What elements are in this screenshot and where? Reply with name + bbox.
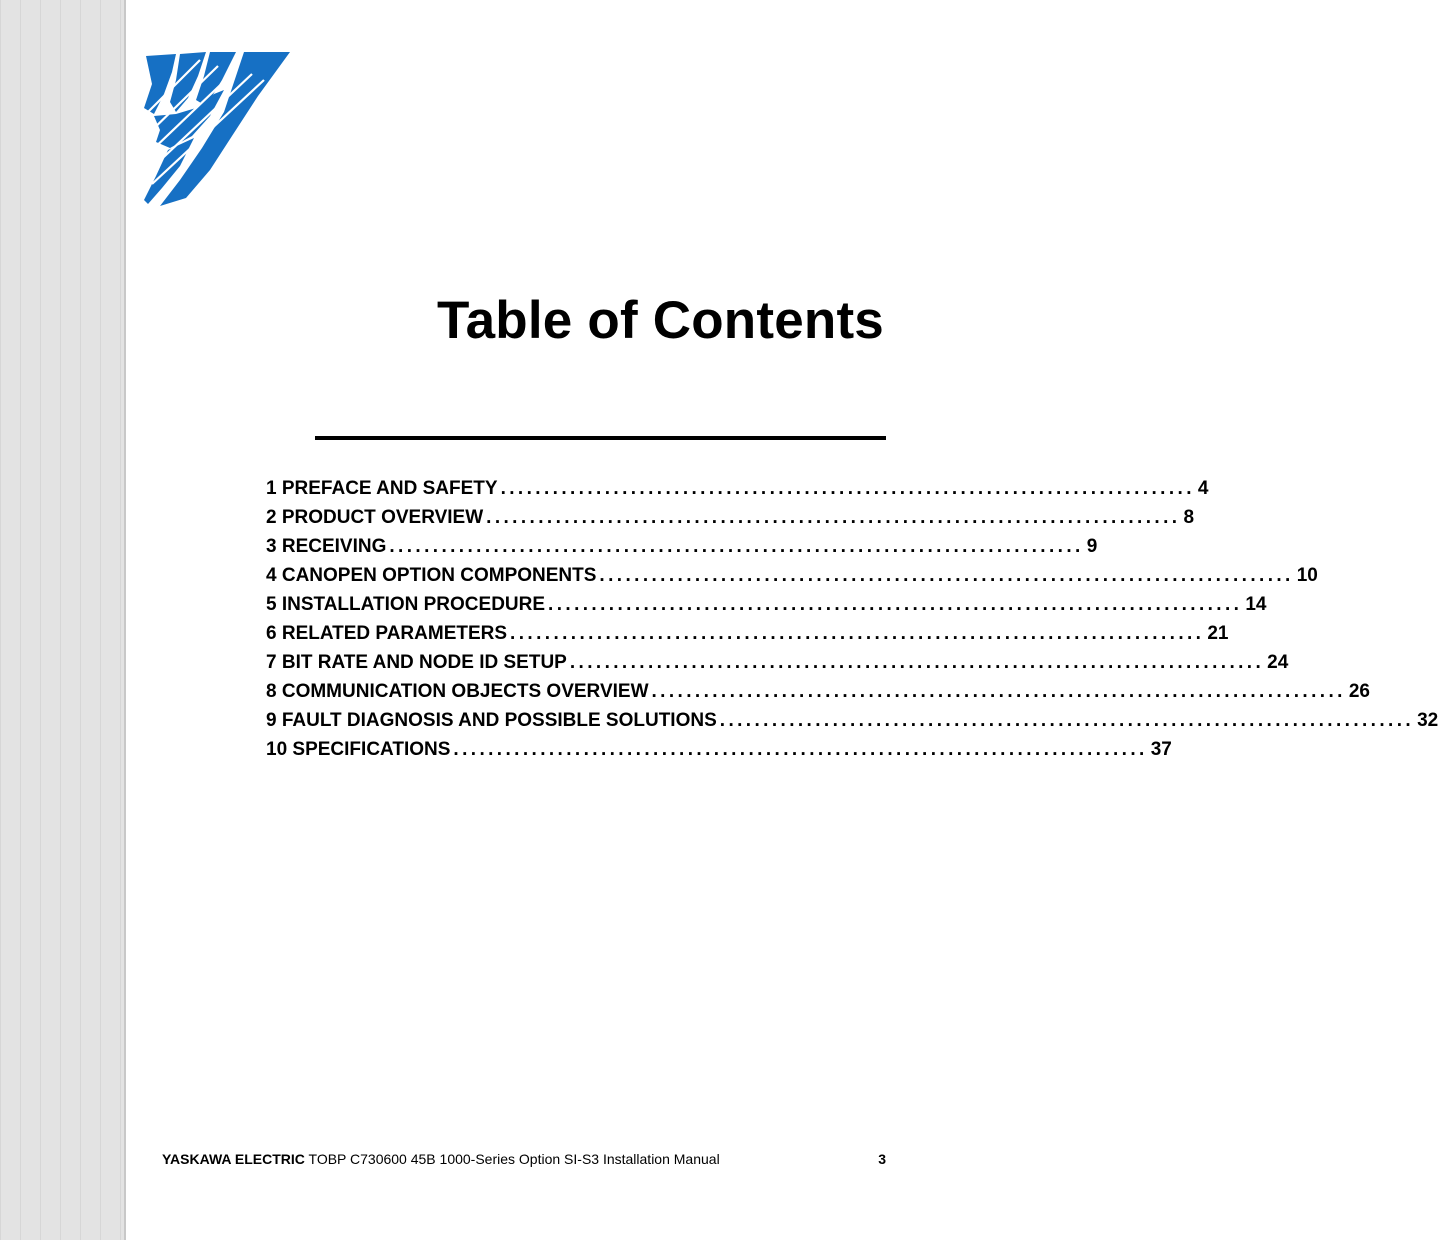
footer-page-number: 3 [878,1151,886,1167]
toc-entry-page: 21 [1207,623,1229,644]
page-title: Table of Contents [436,291,884,350]
footer-company: YASKAWA ELECTRIC [162,1151,305,1167]
toc-leader-dots: ................................................................................ [569,652,1265,673]
toc-entry-label: 10 SPECIFICATIONS [266,739,451,760]
toc-entry-page: 24 [1267,652,1289,673]
toc-entry[interactable] [266,478,1209,507]
toc-leader-dots: ................................................................................ [486,507,1181,528]
toc-entry-page: 4 [1197,478,1209,499]
toc-entry-label: 7 BIT RATE AND NODE ID SETUP [266,652,567,673]
toc-entry[interactable] [266,652,1289,681]
toc-entry-label: 4 CANOPEN OPTION COMPONENTS [266,565,597,586]
toc-leader-dots: ................................................................................ [651,681,1346,702]
yaskawa-logo-icon [140,50,295,210]
toc-entry-label: 8 COMMUNICATION OBJECTS OVERVIEW [266,681,649,702]
side-band [0,0,125,1240]
toc-entry-label: 9 FAULT DIAGNOSIS AND POSSIBLE SOLUTIONS [266,710,717,731]
toc-entry-label: 1 PREFACE AND SAFETY [266,478,498,499]
footer-text [162,1151,720,1167]
toc-leader-dots: ................................................................................ [599,565,1294,586]
toc-entry-label: 5 INSTALLATION PROCEDURE [266,594,546,615]
toc-entry-label: 3 RECEIVING [266,536,387,557]
toc-entry[interactable] [266,565,1318,594]
toc-entry-page: 10 [1296,565,1318,586]
toc-leader-dots: ................................................................................ [389,536,1084,557]
toc-entry-page: 14 [1245,594,1267,615]
toc-entry-label: 6 RELATED PARAMETERS [266,623,508,644]
toc-leader-dots: ................................................................................ [453,739,1148,760]
toc-entry-page: 26 [1348,681,1370,702]
toc-entry[interactable] [266,623,1229,652]
toc-entry[interactable] [266,681,1370,710]
toc-entry-page: 37 [1150,739,1172,760]
toc-entry[interactable] [266,507,1195,536]
side-band-edge [124,0,126,1240]
toc-entry[interactable] [266,536,1098,565]
toc-list [266,478,1438,768]
footer [162,1151,886,1167]
toc-entry[interactable] [266,739,1172,768]
toc-leader-dots: ................................................................................ [510,623,1205,644]
toc-entry-page: 32 [1417,710,1438,731]
toc-entry-page: 8 [1183,507,1195,528]
toc-entry-page: 9 [1086,536,1098,557]
title-rule [315,436,886,440]
toc-leader-dots: ................................................................................ [500,478,1195,499]
toc-entry[interactable] [266,710,1438,739]
toc-entry-label: 2 PRODUCT OVERVIEW [266,507,484,528]
footer-manual: TOBP C730600 45B 1000-Series Option SI-S3 Installation Manual [308,1151,720,1167]
toc-entry[interactable] [266,594,1267,623]
toc-leader-dots: ................................................................................ [719,710,1415,731]
toc-leader-dots: ................................................................................ [548,594,1243,615]
